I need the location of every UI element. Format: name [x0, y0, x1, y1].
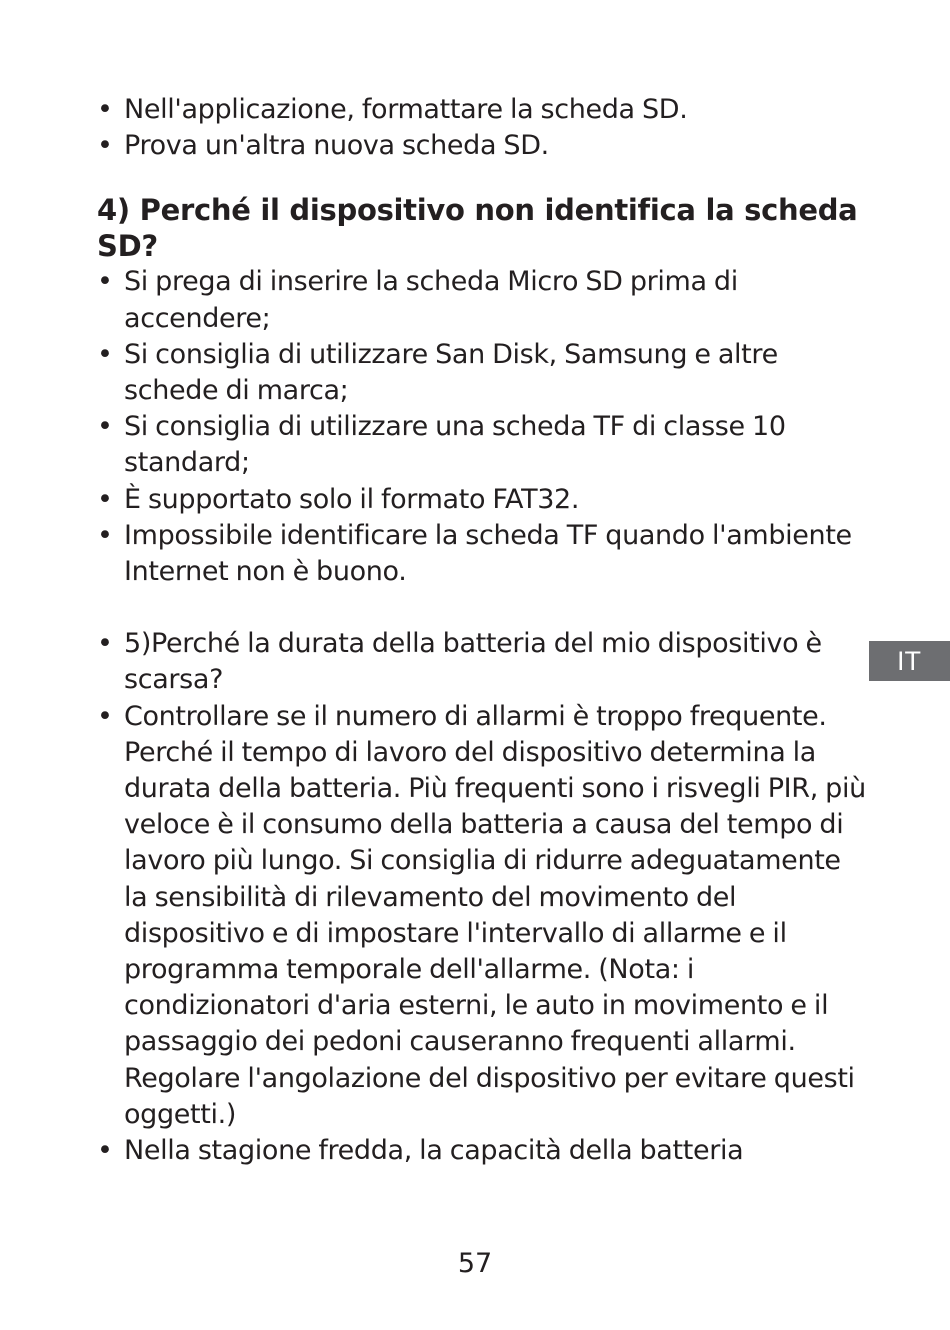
page-number: 57	[457, 1248, 493, 1279]
section-5-list	[97, 626, 867, 1169]
list-item-text: 5)Perché la durata della batteria del mio dispositivo è scarsa?	[124, 628, 822, 696]
list-item-text: Nella stagione fredda, la capacità della batteria	[124, 1135, 744, 1167]
bullet-icon: •	[97, 628, 113, 660]
list-item	[97, 482, 867, 518]
list-item	[97, 264, 867, 336]
bullet-icon: •	[97, 483, 113, 515]
list-item	[97, 699, 867, 1133]
list-item-text: Si prega di inserire la scheda Micro SD prima di accendere;	[124, 266, 738, 334]
list-item	[97, 1133, 867, 1169]
list-item-text: Si consiglia di utilizzare una scheda TF di classe 10 standard;	[124, 411, 786, 479]
bullet-icon: •	[97, 1135, 113, 1167]
list-item	[97, 128, 867, 164]
bullet-icon: •	[97, 519, 113, 551]
troubleshooting-list-sd-format	[97, 92, 867, 164]
bullet-icon: •	[97, 338, 113, 370]
list-item-text: È supportato solo il formato FAT32.	[124, 483, 580, 515]
bullet-icon: •	[97, 266, 113, 298]
bullet-icon: •	[97, 411, 113, 443]
bullet-icon: •	[97, 130, 113, 162]
page-content	[97, 92, 867, 1169]
list-item	[97, 337, 867, 409]
list-item	[97, 92, 867, 128]
section-4-heading: 4) Perché il dispositivo non identifica la scheda SD?	[97, 193, 858, 264]
bullet-icon: •	[97, 94, 113, 125]
list-item-text: Nell'applicazione, formattare la scheda SD.	[124, 94, 688, 125]
bullet-icon: •	[97, 700, 113, 732]
list-item	[97, 626, 867, 698]
list-item	[97, 409, 867, 481]
list-item-text: Prova un'altra nuova scheda SD.	[124, 130, 549, 162]
language-tab: IT	[869, 641, 950, 681]
section-4-list	[97, 264, 867, 590]
list-item-text: Si consiglia di utilizzare San Disk, Samsung e altre schede di marca;	[124, 338, 778, 407]
list-item-text: Impossibile identificare la scheda TF quando l'ambiente Internet non è buono.	[124, 519, 852, 588]
section-spacer	[97, 590, 867, 626]
list-item-text: Controllare se il numero di allarmi è troppo frequente. Perché il tempo di lavoro del dispositivo determina la durata della batteria. Più frequenti sono i risvegli PIR, più veloce è il consumo della batteria a causa del tempo di lavoro più lungo. Si consiglia di ridurre adeguatamente la sensibilità di rilevamento del movimento del dispositivo e di impostare l'intervallo di allarme e il programma temporale dell'allarme. (Nota: i condizionatori d'aria esterni, le auto in movimento e il passaggio dei pedoni causeranno frequenti allarmi. Regolare l'angolazione del dispositivo per evitare questi oggetti.)	[124, 700, 866, 1130]
list-item	[97, 518, 867, 590]
